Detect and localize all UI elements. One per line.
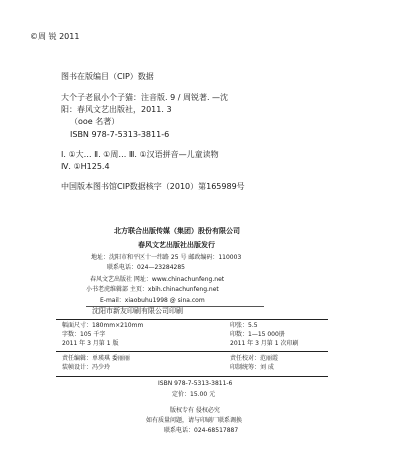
publisher-website: 春风文艺出版社 网址：www.chinachunfeng.net bbox=[90, 276, 225, 283]
publisher-name: 春风文艺出版社出版发行 bbox=[138, 241, 215, 249]
spec-word-count: 字数：105 千字 bbox=[62, 331, 106, 338]
staff-proofreader: 责任校对：范丽霞 bbox=[230, 355, 279, 362]
staff-bottom-rule bbox=[56, 376, 328, 377]
publisher-address: 地址：沈阳市和平区十一纬路 25 号 邮政编码：110003 bbox=[91, 254, 242, 261]
cip-entry-line-1: 大个子老鼠小个子猫：注音版. 9 / 周锐著. —沈 bbox=[61, 93, 229, 102]
spec-format: 幅面尺寸：180mm×210mm bbox=[62, 322, 144, 329]
footer-price: 定价：15.00 元 bbox=[172, 391, 216, 398]
footer-isbn: ISBN 978-7-5313-3811-6 bbox=[158, 380, 233, 387]
staff-production: 印制统筹：刘 成 bbox=[230, 364, 274, 371]
publisher-phone: 联系电话：024—23284285 bbox=[107, 264, 185, 271]
cip-entry-line-2: 阳：春风文艺出版社，2011. 3 bbox=[61, 105, 172, 114]
specs-top-rule bbox=[56, 319, 328, 320]
cip-entry-line-3: （ooe 名著） bbox=[70, 117, 120, 126]
cip-classification-line-2: Ⅳ. ①H125.4 bbox=[61, 162, 110, 171]
spec-printing: 2011 年 3 月第 1 次印刷 bbox=[230, 340, 299, 347]
specs-bottom-rule bbox=[56, 351, 328, 352]
staff-designer: 装帧设计：冯少玲 bbox=[62, 364, 111, 371]
footer-quality-notice: 如有质量问题，请与印刷厂联系调换 bbox=[146, 417, 243, 424]
copyright-notice: ©周 锐 2011 bbox=[30, 32, 80, 41]
cip-record-number: 中国版本图书馆CIP数据核字（2010）第165989号 bbox=[61, 182, 245, 191]
cip-isbn: ISBN 978-7-5313-3811-6 bbox=[70, 130, 170, 139]
publisher-email: E-mail：xiaobuhu1998 @ sina.com bbox=[100, 297, 205, 304]
cip-classification-line-1: Ⅰ. ①大… Ⅱ. ①周… Ⅲ. ①汉语拼音—儿童读物 bbox=[61, 150, 219, 159]
printer-name: 沈阳市新友印刷有限公司印刷 bbox=[92, 307, 183, 315]
spec-edition: 2011 年 3 月第 1 版 bbox=[62, 340, 119, 347]
footer-rights: 版权专有 侵权必究 bbox=[170, 407, 220, 414]
staff-editor: 责任编辑：单瑛琪 委丽丽 bbox=[62, 355, 130, 362]
publisher-group: 北方联合出版传媒（集团）股份有限公司 bbox=[114, 227, 240, 235]
spec-print-run: 印数：1—15 000册 bbox=[230, 331, 285, 338]
publisher-editor-homepage: 小书老虎维辑部 主页：xbih.chinachunfeng.net bbox=[86, 286, 219, 293]
cip-heading: 图书在版编目（CIP）数据 bbox=[61, 72, 154, 81]
spec-sheets: 印张：5.5 bbox=[230, 322, 258, 329]
footer-contact-phone: 联系电话：024-68517887 bbox=[164, 427, 239, 434]
